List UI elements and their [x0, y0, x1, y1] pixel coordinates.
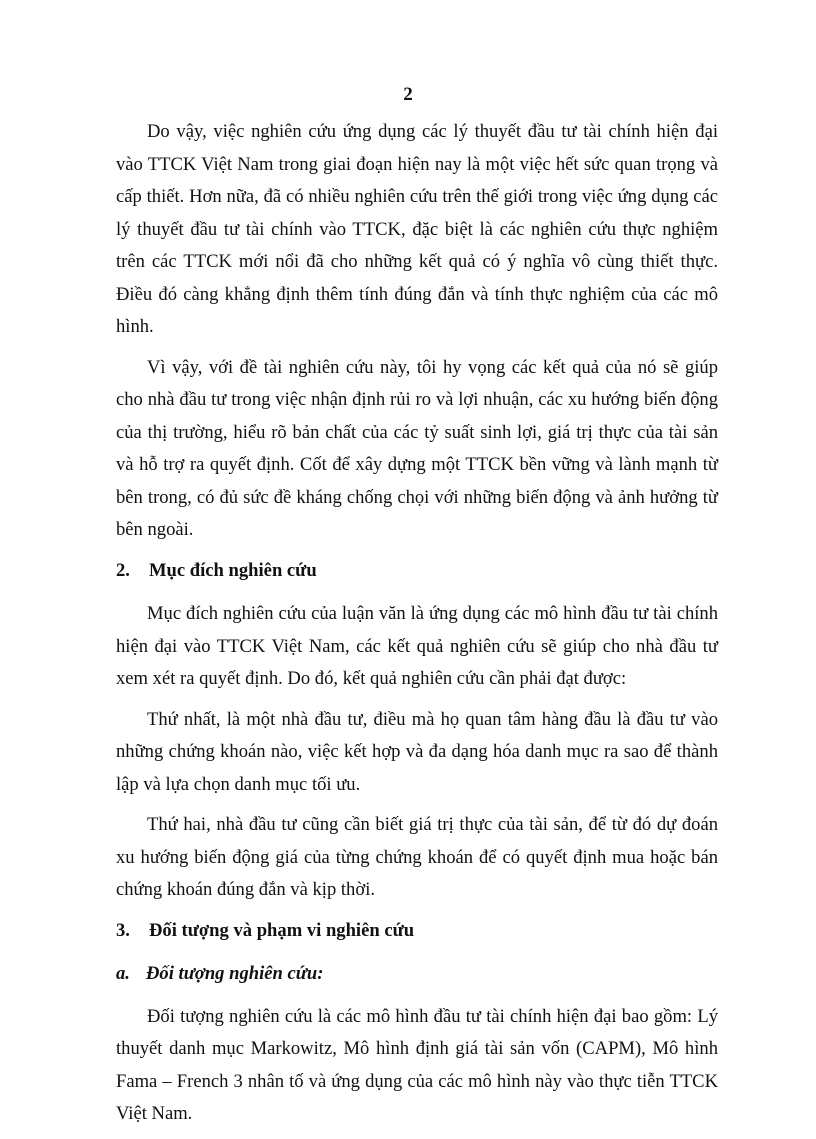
page-number: 2: [403, 84, 413, 105]
section-2-title: Mục đích nghiên cứu: [149, 559, 317, 581]
section-2-paragraph-1: Mục đích nghiên cứu của luận văn là ứng dụng các mô hình đầu tư tài chính hiện đại vào TTCK Việt Nam, các kết quả nghiên cứu sẽ giúp cho nhà đầu tư xem xét ra quyết định. Do đó, kết quả nghiên cứu cần phải đạt được:: [116, 603, 718, 689]
section-2-number: 2.: [116, 559, 130, 581]
intro-paragraph-1: Do vậy, việc nghiên cứu ứng dụng các lý thuyết đầu tư tài chính hiện đại vào TTCK Việt Nam trong giai đoạn hiện nay là một việc hết sức quan trọng và cấp thiết. Hơn nữa, đã có nhiều nghiên cứu trên thế giới trong việc ứng dụng các lý thuyết đầu tư tài chính vào TTCK, đặc biệt là các nghiên cứu thực nghiệm trên các TTCK mới nổi đã cho những kết quả có ý nghĩa vô cùng thiết thực. Điều đó càng khẳng định thêm tính đúng đắn và tính thực nghiệm của các mô hình.: [116, 121, 718, 337]
page-content: [116, 116, 718, 1139]
section-3-heading: [116, 915, 718, 948]
section-3-number: 3.: [116, 919, 130, 941]
intro-paragraph-2: Vì vậy, với đề tài nghiên cứu này, tôi hy vọng các kết quả của nó sẽ giúp cho nhà đầu tư trong việc nhận định rủi ro và lợi nhuận, các xu hướng biến động của thị trường, hiểu rõ bản chất của các tỷ suất sinh lợi, giá trị thực của tài sản và hỗ trợ ra quyết định. Cốt để xây dựng một TTCK bền vững và lành mạnh từ bên trong, có đủ sức đề kháng chống chọi với những biến động và ảnh hưởng từ bên ngoài.: [116, 356, 718, 540]
section-3a-title: Đối tượng nghiên cứu:: [146, 963, 324, 984]
section-3a-heading: [116, 958, 718, 991]
section-2-heading: [116, 555, 718, 588]
section-3a-number: a.: [116, 963, 130, 984]
section-3-title: Đối tượng và phạm vi nghiên cứu: [149, 919, 415, 941]
section-2-paragraph-2: Thứ nhất, là một nhà đầu tư, điều mà họ quan tâm hàng đầu là đầu tư vào những chứng khoán nào, việc kết hợp và đa dạng hóa danh mục ra sao để thành lập và lựa chọn danh mục tối ưu.: [116, 708, 718, 795]
section-3a-paragraph: Đối tượng nghiên cứu là các mô hình đầu tư tài chính hiện đại bao gồm: Lý thuyết danh mục Markowitz, Mô hình định giá tài sản vốn (CAPM), Mô hình Fama – French 3 nhân tố và ứng dụng của các mô hình này vào thực tiễn TTCK Việt Nam.: [116, 1005, 718, 1124]
section-2-paragraph-3: Thứ hai, nhà đầu tư cũng cần biết giá trị thực của tài sản, để từ đó dự đoán xu hướng biến động giá của từng chứng khoán để có quyết định mua hoặc bán chứng khoán đúng đắn và kịp thời.: [116, 814, 718, 900]
